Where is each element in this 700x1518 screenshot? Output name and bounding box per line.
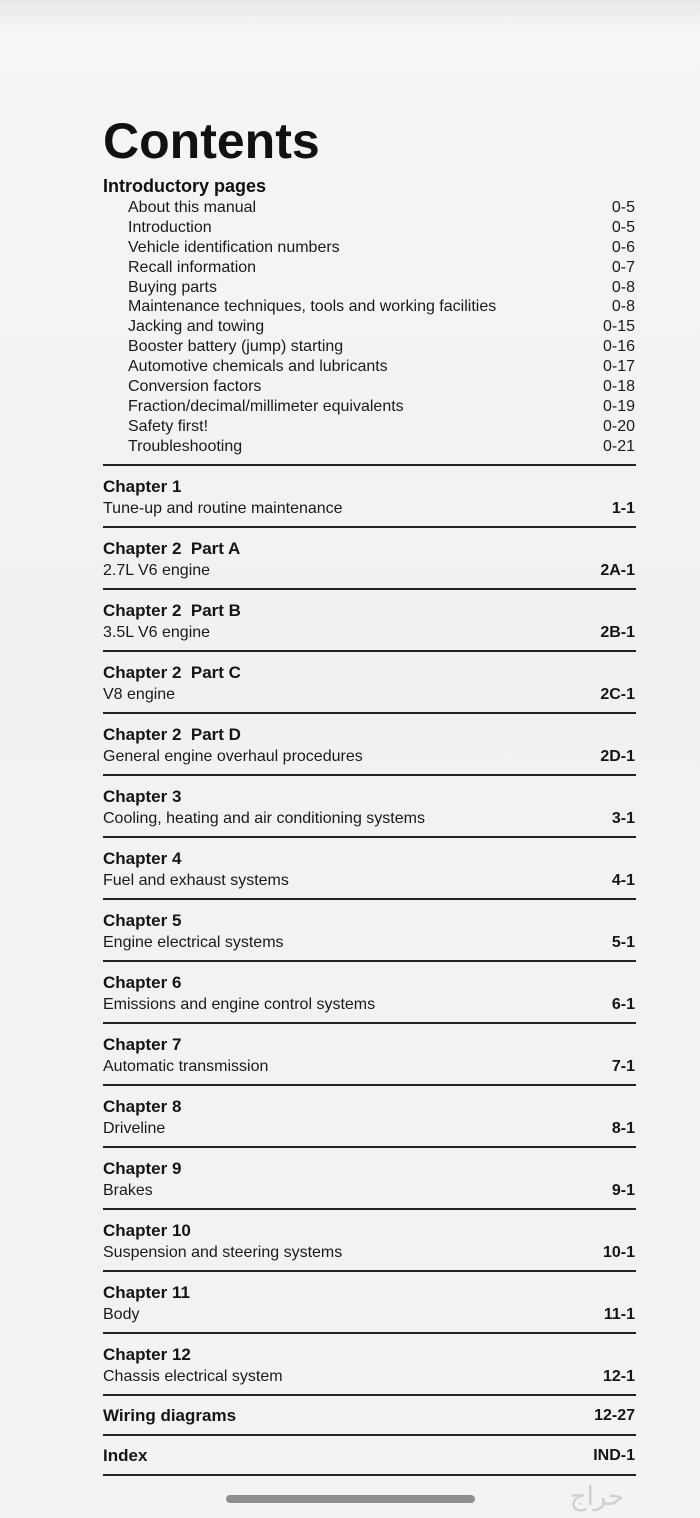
wiring-diagrams-row (103, 1396, 636, 1436)
intro-item-page: 0-18 (602, 378, 635, 396)
chapter-subtitle: Chassis electrical system (103, 1368, 283, 1385)
chapter-row (103, 1148, 636, 1210)
wiring-diagrams-title: Wiring diagrams (103, 1406, 237, 1425)
chapter-row (103, 900, 636, 962)
chapter-page: 6-1 (611, 996, 635, 1013)
chapter-title: Chapter 11 (103, 1283, 190, 1302)
chapter-page: 10-1 (602, 1244, 635, 1261)
chapter-row (103, 838, 636, 900)
chapter-row (103, 528, 636, 590)
intro-item (128, 397, 635, 417)
intro-item-page: 0-15 (602, 318, 635, 336)
intro-item-page: 0-16 (602, 338, 635, 356)
chapter-page: 7-1 (611, 1058, 635, 1075)
page-title: Contents (103, 113, 320, 169)
chapter-subtitle: Engine electrical systems (103, 934, 284, 951)
chapter-title: Chapter 3 (103, 787, 182, 806)
chapter-row (103, 652, 636, 714)
intro-item (128, 437, 635, 457)
intro-item-page: 0-8 (611, 278, 635, 296)
watermark-logo (512, 1478, 682, 1514)
chapter-page: 12-1 (602, 1368, 635, 1385)
chapter-subtitle: Tune-up and routine maintenance (103, 500, 343, 517)
intro-item (128, 317, 635, 337)
intro-item-label: Jacking and towing (128, 318, 265, 336)
chapter-title: Chapter 8 (103, 1097, 182, 1116)
intro-item-label: Booster battery (jump) starting (128, 338, 344, 356)
intro-item (128, 258, 635, 278)
chapter-subtitle: General engine overhaul procedures (103, 748, 363, 765)
chapter-list (103, 466, 636, 1476)
chapter-subtitle: Emissions and engine control systems (103, 996, 376, 1013)
chapter-page: 2B-1 (600, 624, 635, 641)
chapter-title: Chapter 7 (103, 1035, 182, 1054)
chapter-subtitle: Automatic transmission (103, 1058, 269, 1075)
intro-heading: Introductory pages (103, 176, 267, 196)
intro-item (128, 198, 635, 218)
index-row (103, 1436, 636, 1476)
chapter-subtitle: 2.7L V6 engine (103, 562, 211, 579)
chapter-page: 2A-1 (600, 562, 635, 579)
chapter-subtitle: Brakes (103, 1182, 153, 1199)
chapter-row (103, 1334, 636, 1396)
intro-item-label: Conversion factors (128, 378, 262, 396)
chapter-title: Chapter 2 Part B (103, 601, 241, 620)
chapter-row (103, 776, 636, 838)
chapter-row (103, 1024, 636, 1086)
intro-item (128, 238, 635, 258)
index-title: Index (103, 1446, 148, 1465)
chapter-row (103, 590, 636, 652)
intro-list (128, 198, 635, 457)
chapter-subtitle: 3.5L V6 engine (103, 624, 211, 641)
intro-item (128, 297, 635, 317)
intro-item-label: Fraction/decimal/millimeter equivalents (128, 397, 404, 415)
intro-item-page: 0-6 (611, 238, 635, 256)
intro-item-page: 0-5 (611, 218, 635, 236)
intro-item-label: Maintenance techniques, tools and working facilities (128, 298, 497, 316)
intro-item-page: 0-8 (611, 298, 635, 316)
chapter-subtitle: Cooling, heating and air conditioning systems (103, 810, 425, 827)
intro-item-label: Vehicle identification numbers (128, 238, 340, 256)
intro-item-label: Troubleshooting (128, 437, 243, 455)
intro-item-page: 0-20 (602, 417, 635, 435)
intro-item-label: Automotive chemicals and lubricants (128, 358, 388, 376)
chapter-page: 11-1 (603, 1306, 635, 1323)
intro-item (128, 218, 635, 238)
chapter-page: 9-1 (611, 1182, 635, 1199)
chapter-title: Chapter 9 (103, 1159, 182, 1178)
watermark-text: حراج (569, 1482, 625, 1512)
intro-item-page: 0-17 (602, 358, 635, 376)
chapter-title: Chapter 10 (103, 1221, 191, 1240)
chapter-subtitle: V8 engine (103, 686, 176, 703)
intro-item-page: 0-21 (602, 437, 635, 455)
chapter-row (103, 1210, 636, 1272)
chapter-subtitle: Body (103, 1306, 140, 1323)
index-page: IND-1 (593, 1447, 635, 1464)
intro-item-page: 0-5 (611, 199, 635, 216)
chapter-page: 8-1 (611, 1120, 635, 1137)
chapter-row (103, 466, 636, 528)
intro-item-label: Safety first! (128, 417, 209, 435)
chapter-title: Chapter 6 (103, 973, 182, 992)
intro-item-label: Introduction (128, 218, 212, 236)
intro-item-page: 0-7 (611, 258, 635, 276)
chapter-row (103, 1272, 636, 1334)
chapter-row (103, 1086, 636, 1148)
chapter-page: 2C-1 (600, 686, 635, 703)
chapter-subtitle: Suspension and steering systems (103, 1244, 343, 1261)
intro-item-label: Recall information (128, 258, 257, 276)
wiring-diagrams-page: 12-27 (594, 1407, 635, 1424)
chapter-title: Chapter 5 (103, 911, 182, 930)
intro-item (128, 417, 635, 437)
chapter-page: 1-1 (611, 500, 635, 517)
chapter-title: Chapter 1 (103, 477, 182, 496)
intro-item-page: 0-19 (602, 397, 635, 415)
chapter-row (103, 714, 636, 776)
intro-item (128, 337, 635, 357)
chapter-subtitle: Driveline (103, 1120, 166, 1137)
intro-item (128, 377, 635, 397)
chapter-title: Chapter 2 Part A (103, 539, 241, 558)
chapter-title: Chapter 4 (103, 849, 182, 868)
intro-item (128, 278, 635, 298)
page-top-shadow (0, 0, 700, 30)
chapter-subtitle: Fuel and exhaust systems (103, 872, 289, 889)
chapter-title: Chapter 12 (103, 1345, 191, 1364)
intro-item-label: About this manual (128, 199, 257, 216)
chapter-page: 2D-1 (600, 748, 635, 765)
chapter-row (103, 962, 636, 1024)
chapter-title: Chapter 2 Part C (103, 663, 241, 682)
chapter-title: Chapter 2 Part D (103, 725, 241, 744)
chapter-page: 4-1 (611, 872, 635, 889)
intro-item (128, 357, 635, 377)
home-indicator[interactable] (226, 1495, 475, 1503)
chapter-page: 5-1 (611, 934, 635, 951)
chapter-page: 3-1 (611, 810, 635, 827)
intro-item-label: Buying parts (128, 278, 217, 296)
